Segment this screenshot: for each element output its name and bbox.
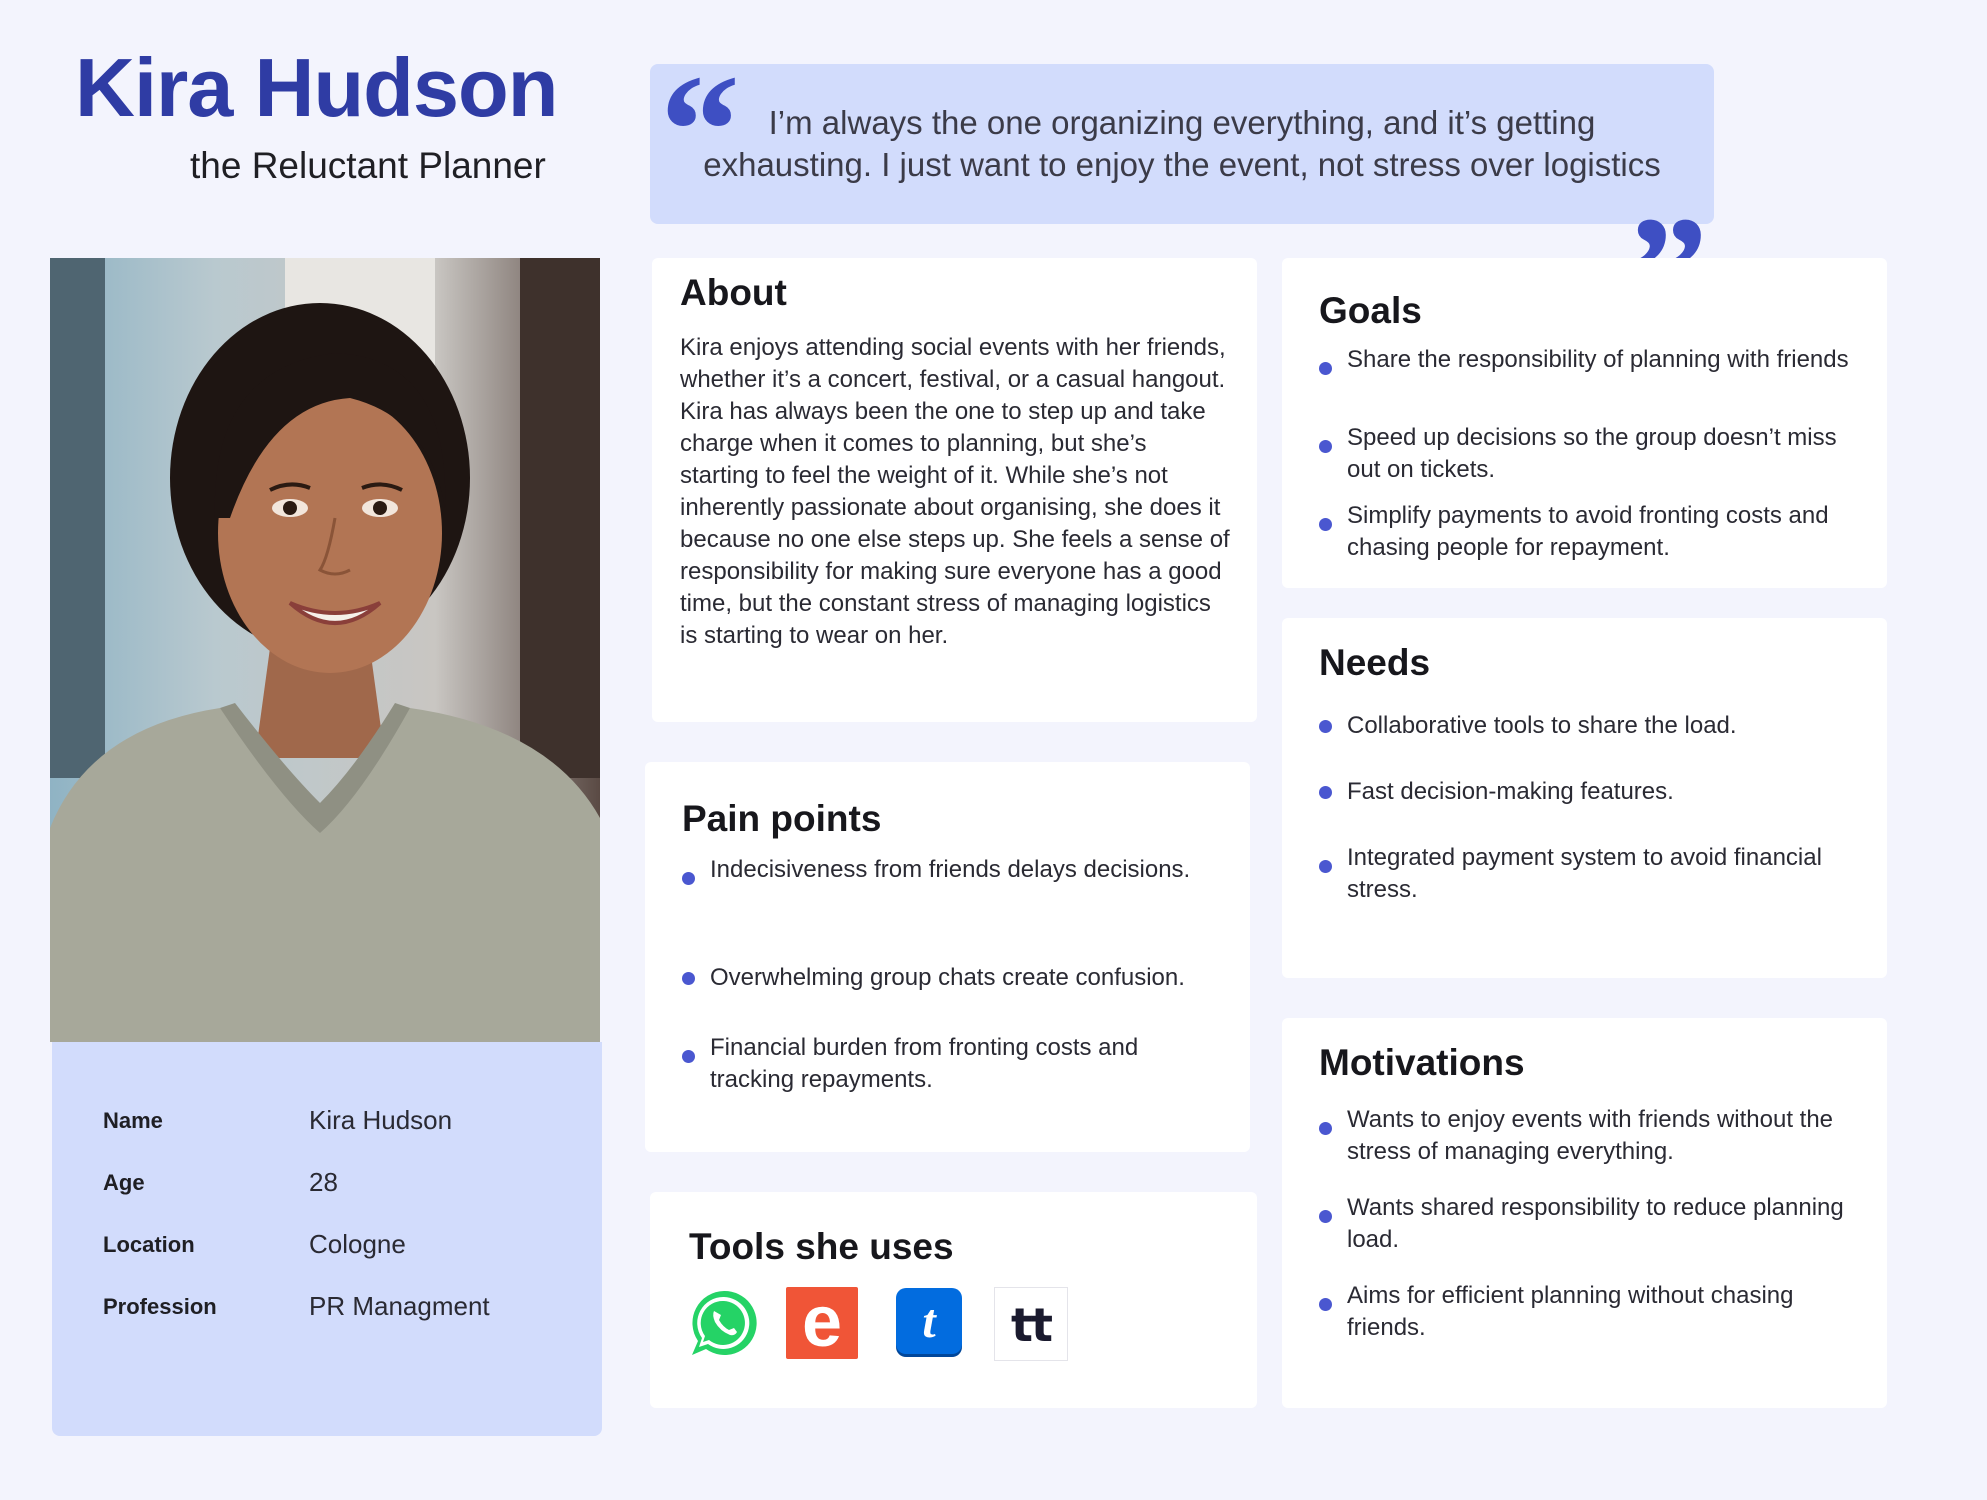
eventbrite-glyph: e — [801, 1282, 843, 1362]
ticketmaster-glyph: t — [922, 1295, 936, 1348]
list-item: Indecisiveness from friends delays decisions. — [682, 854, 1222, 886]
list-item: Aims for efficient planning without chasing friends. — [1319, 1280, 1859, 1344]
list-item: Speed up decisions so the group doesn’t miss out on tickets. — [1319, 422, 1859, 486]
profile-row-profession — [103, 1291, 490, 1321]
bullet-icon — [1319, 1210, 1332, 1223]
persona-name: Kira Hudson — [75, 41, 558, 134]
goals-card — [1282, 258, 1887, 588]
open-quote-icon: “ — [660, 41, 740, 219]
list-item: Share the responsibility of planning with friends — [1319, 344, 1859, 376]
persona-photo — [50, 258, 600, 1042]
bullet-icon — [1319, 860, 1332, 873]
bullet-icon — [682, 1050, 695, 1063]
list-item: Fast decision-making features. — [1319, 776, 1859, 808]
profile-label: Profession — [103, 1294, 217, 1319]
bullet-icon — [1319, 720, 1332, 733]
list-item: Overwhelming group chats create confusion. — [682, 962, 1222, 994]
list-item: Financial burden from fronting costs and tracking repayments. — [682, 1032, 1222, 1096]
needs-card — [1282, 618, 1887, 978]
profile-value: PR Managment — [309, 1291, 490, 1321]
bullet-icon — [1319, 362, 1332, 375]
list-item: Wants to enjoy events with friends without the stress of managing everything. — [1319, 1104, 1859, 1168]
close-quote-icon — [1628, 192, 1708, 252]
bullet-icon — [682, 872, 695, 885]
tricount-icon[interactable] — [994, 1287, 1068, 1361]
list-item: Integrated payment system to avoid financial stress. — [1319, 842, 1859, 906]
tricount-glyph: tt — [1011, 1298, 1051, 1352]
profile-value: Kira Hudson — [309, 1105, 453, 1135]
bullet-icon — [1319, 440, 1332, 453]
about-card — [652, 258, 1257, 722]
about-text: Kira enjoys attending social events with her friends, whether it’s a concert, festival, or a casual hangout. Kira has always been the one to step up and take charge when it comes to planning, but she’s starting to feel the weight of it. While she’s not inherently passionate about organising, she does it because no one else steps up. She feels a sense of responsibility for making sure everyone has a good time, but the constant stress of managing logistics is starting to wear on her. — [680, 334, 1230, 649]
whatsapp-icon[interactable] — [688, 1287, 760, 1359]
quote-box — [650, 41, 1714, 224]
profile-value: 28 — [309, 1167, 338, 1197]
list-item: Wants shared responsibility to reduce planning load. — [1319, 1192, 1859, 1256]
bullet-icon — [1319, 1122, 1332, 1135]
portrait-illustration — [50, 258, 600, 1042]
tools-title: Tools she uses — [689, 1226, 954, 1267]
motivations-title: Motivations — [1319, 1042, 1525, 1083]
bullet-icon — [1319, 786, 1332, 799]
list-item: Collaborative tools to share the load. — [1319, 710, 1859, 742]
motivations-card — [1282, 1018, 1887, 1408]
pain-points-title: Pain points — [682, 798, 882, 839]
bullet-icon — [1319, 518, 1332, 531]
ticketmaster-icon[interactable] — [896, 1288, 962, 1354]
profile-value: Cologne — [309, 1229, 406, 1259]
quote-text: I’m always the one organizing everything, and it’s getting exhausting. I just want to enjoy the event, not stress over logistics — [703, 104, 1661, 183]
pain-points-card — [645, 762, 1250, 1152]
profile-label: Name — [103, 1108, 163, 1133]
list-item: Simplify payments to avoid fronting costs and chasing people for repayment. — [1319, 500, 1859, 564]
profile-row-location — [103, 1229, 406, 1259]
goals-title: Goals — [1319, 290, 1422, 331]
profile-label: Age — [103, 1170, 145, 1195]
profile-row-age — [103, 1167, 338, 1197]
needs-title: Needs — [1319, 642, 1431, 683]
eventbrite-icon[interactable] — [786, 1282, 858, 1362]
bullet-icon — [1319, 1298, 1332, 1311]
persona-subtitle: the Reluctant Planner — [190, 145, 546, 186]
about-title: About — [680, 272, 787, 313]
bullet-icon — [682, 972, 695, 985]
profile-label: Location — [103, 1232, 195, 1257]
profile-row-name — [103, 1105, 453, 1135]
profile-info-panel — [52, 1042, 602, 1436]
